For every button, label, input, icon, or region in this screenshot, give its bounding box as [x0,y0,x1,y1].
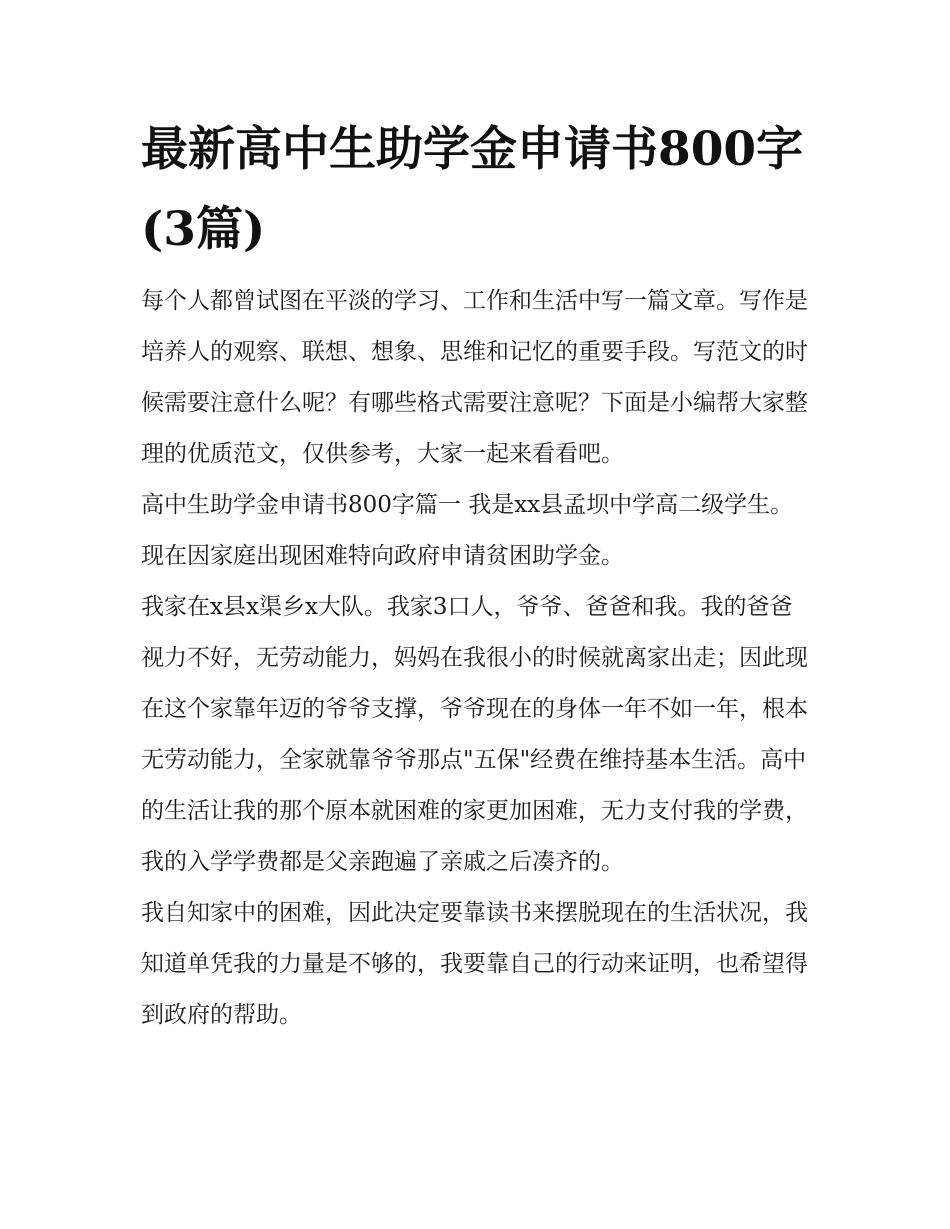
document-body [141,276,813,1041]
paragraph-family: 我家在x县x渠乡x大队。我家3口人，爷爷、爸爸和我。我的爸爸视力不好，无劳动能力，妈妈在我很小的时候就离家出走；因此现在这个家靠年迈的爷爷支撑，爷爷现在的身体一年不如一年，根本无劳动能力，全家就靠爷爷那点"五保"经费在维持基本生活。高中的生活让我的那个原本就困难的家更加困难，无力支付我的学费，我的入学学费都是父亲跑遍了亲戚之后凑齐的。 [141,594,808,875]
paragraph-intro: 每个人都曾试图在平淡的学习、工作和生活中写一篇文章。写作是培养人的观察、联想、想象、思维和记忆的重要手段。写范文的时候需要注意什么呢？有哪些格式需要注意呢？下面是小编帮大家整理的优质范文，仅供参考，大家一起来看看吧。 [141,288,808,467]
paragraph-resolve: 我自知家中的困难，因此决定要靠读书来摆脱现在的生活状况，我知道单凭我的力量是不够的，我要靠自己的行动来证明，也希望得到政府的帮助。 [141,900,808,1028]
paragraph-applicant: 高中生助学金申请书800字篇一 我是xx县孟坝中学高二级学生。现在因家庭出现困难特向政府申请贫困助学金。 [141,492,794,569]
document-title: 最新高中生助学金申请书800字(3篇) [141,122,804,257]
